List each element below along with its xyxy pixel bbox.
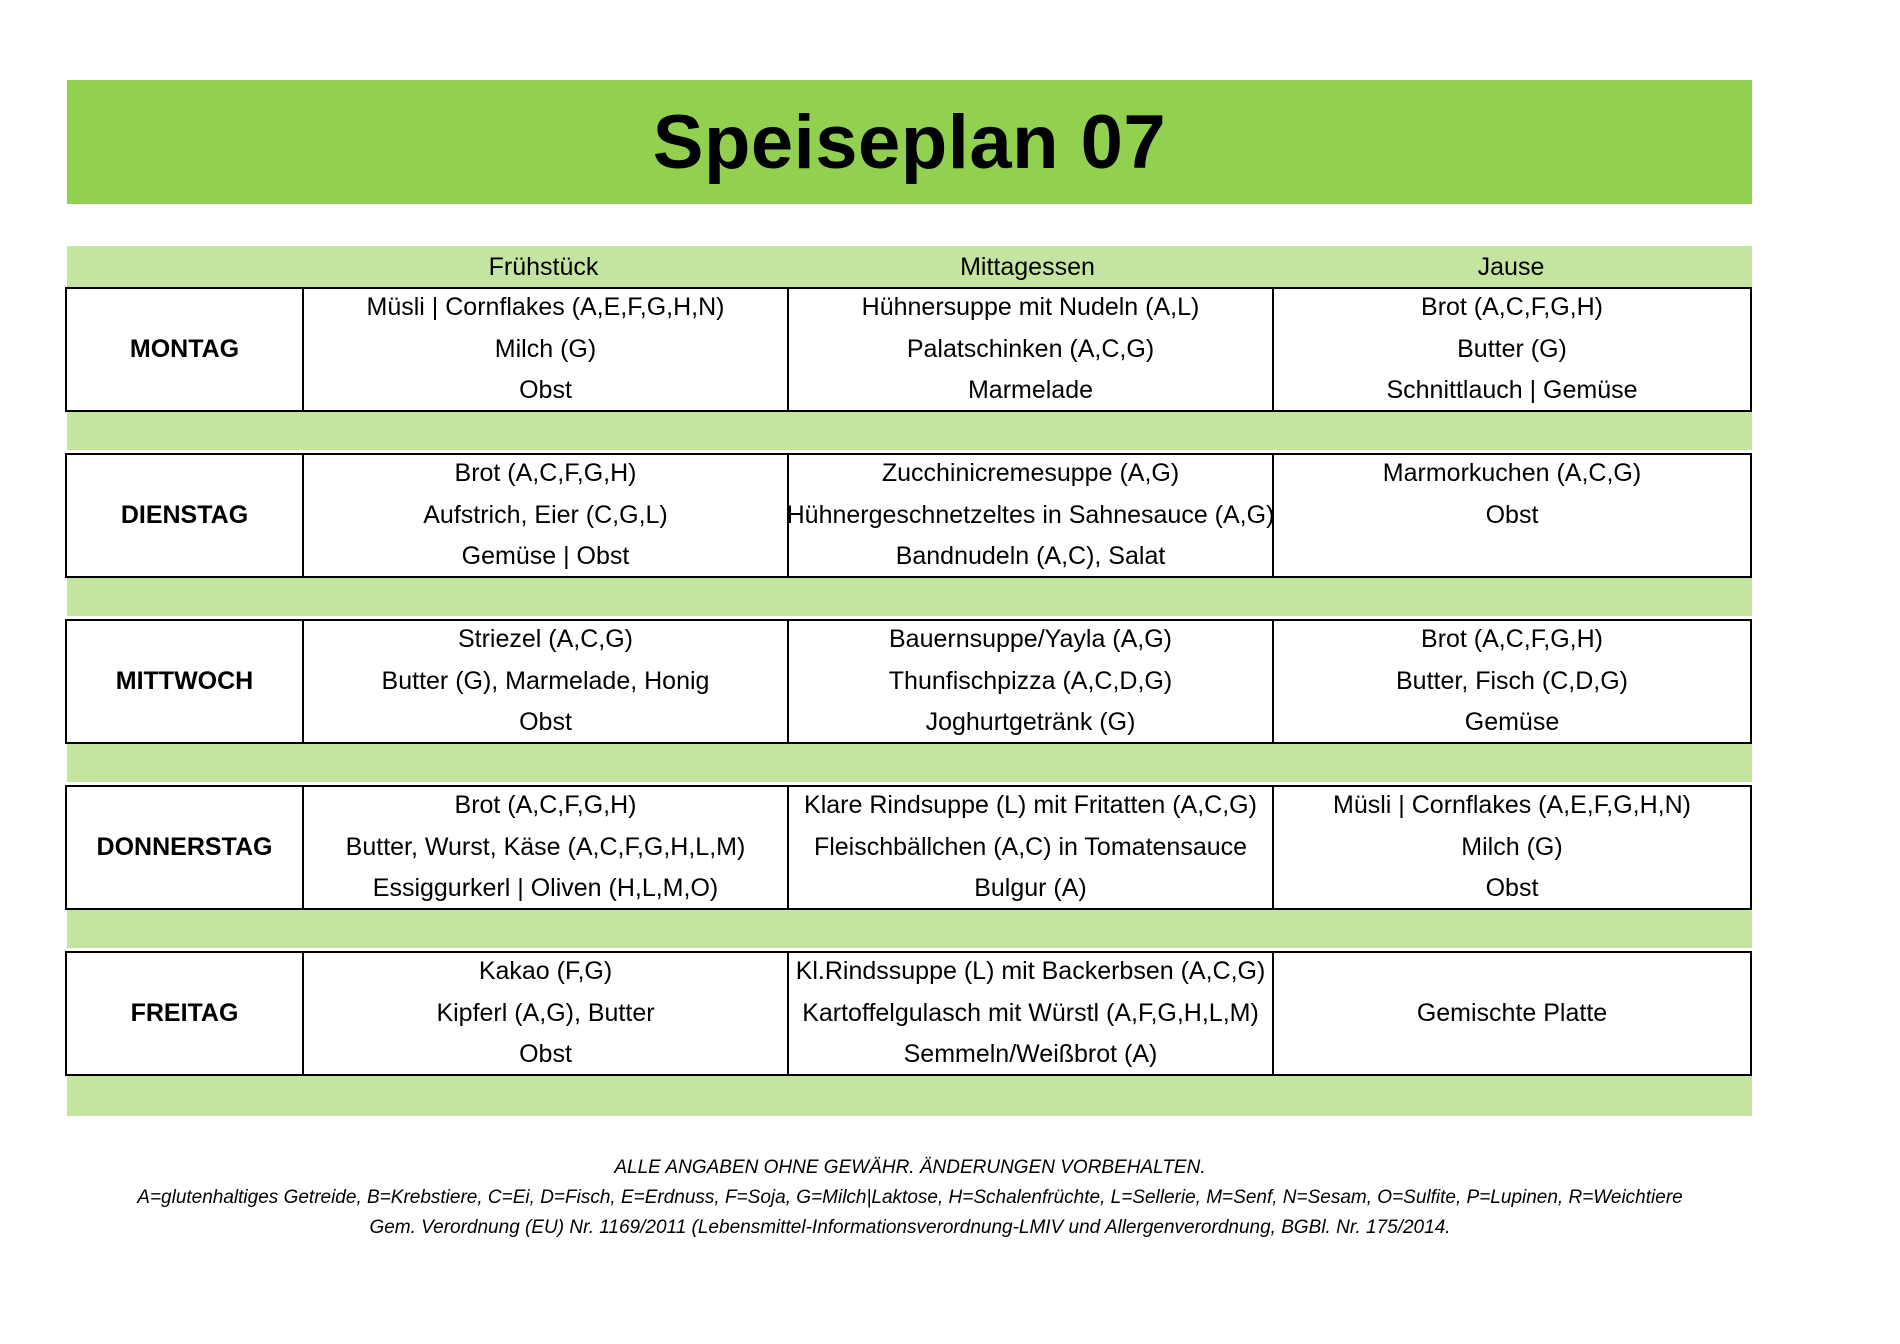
- mittagessen-cell: [789, 787, 1274, 908]
- separator-strip: [67, 412, 1752, 450]
- meal-line: Joghurtgetränk (G): [925, 708, 1136, 737]
- meal-line: Hühnergeschnetzeltes in Sahnesauce (A,G): [786, 500, 1275, 529]
- meal-line: Brot (A,C,F,G,H): [454, 459, 637, 488]
- meal-line: Klare Rindsuppe (L) mit Fritatten (A,C,G): [804, 791, 1257, 820]
- meal-line: Kl.Rindssuppe (L) mit Backerbsen (A,C,G): [795, 957, 1266, 986]
- jause-cell: [1274, 289, 1750, 410]
- day-block-montag: [65, 287, 1752, 412]
- separator-strip: [67, 744, 1752, 782]
- meal-line: Marmelade: [967, 376, 1094, 405]
- day-block-dienstag: [65, 453, 1752, 578]
- meal-line: Marmorkuchen (A,C,G): [1382, 459, 1642, 488]
- meal-line: Obst: [519, 376, 572, 405]
- meal-line: Butter, Wurst, Käse (A,C,F,G,H,L,M): [345, 832, 746, 861]
- day-label: MONTAG: [67, 289, 304, 410]
- mittagessen-cell: [786, 455, 1275, 576]
- meal-line: Striezel (A,C,G): [457, 625, 634, 654]
- day-block-mittwoch: [65, 619, 1752, 744]
- day-block-donnerstag: [65, 785, 1752, 910]
- jause-cell: [1274, 787, 1750, 908]
- meal-line: Butter (G): [1457, 334, 1567, 363]
- column-header-fruehstueck: Frühstück: [488, 253, 599, 281]
- column-header-row: [67, 246, 1752, 288]
- mittagessen-cell: [789, 621, 1274, 742]
- meal-line: Kartoffelgulasch mit Würstl (A,F,G,H,L,M): [802, 998, 1259, 1027]
- page-title: Speiseplan 07: [652, 99, 1167, 185]
- meal-line: Butter (G), Marmelade, Honig: [381, 666, 710, 695]
- meal-line: [1509, 951, 1516, 993]
- day-block-freitag: [65, 951, 1752, 1076]
- meal-line: Obst: [1485, 874, 1539, 903]
- meal-line: Milch (G): [1461, 832, 1563, 861]
- meal-line: [1509, 536, 1516, 578]
- separator-strip: [67, 1076, 1752, 1116]
- meal-line: Obst: [519, 708, 572, 737]
- meal-line: Brot (A,C,F,G,H): [1421, 293, 1603, 322]
- jause-cell: [1274, 455, 1750, 576]
- meal-line: Obst: [1485, 500, 1539, 529]
- meal-line: Bandnudeln (A,C), Salat: [895, 542, 1166, 571]
- meal-line: Milch (G): [494, 334, 597, 363]
- meal-line: Thunfischpizza (A,C,D,G): [888, 666, 1173, 695]
- meal-line: Fleischbällchen (A,C) in Tomatensauce: [813, 832, 1248, 861]
- meal-line: Gemüse: [1464, 708, 1560, 737]
- fruehstueck-cell: [304, 787, 789, 908]
- meal-line: Palatschinken (A,C,G): [906, 334, 1155, 363]
- title-bar: [67, 80, 1752, 204]
- meal-line: Essiggurkerl | Oliven (H,L,M,O): [372, 874, 719, 903]
- meal-line: Kakao (F,G): [478, 957, 613, 986]
- meal-line: Kipferl (A,G), Butter: [436, 998, 655, 1027]
- day-label: MITTWOCH: [67, 621, 304, 742]
- meal-line: Müsli | Cornflakes (A,E,F,G,H,N): [366, 293, 725, 322]
- meal-line: Butter, Fisch (C,D,G): [1396, 666, 1628, 695]
- meal-line: Brot (A,C,F,G,H): [454, 791, 637, 820]
- jause-cell: [1274, 621, 1750, 742]
- meal-line: Hühnersuppe mit Nudeln (A,L): [861, 293, 1200, 322]
- fruehstueck-cell: [304, 953, 789, 1074]
- meal-line: Bauernsuppe/Yayla (A,G): [888, 625, 1173, 654]
- fruehstueck-cell: [304, 289, 789, 410]
- separator-strip: [67, 578, 1752, 616]
- day-label: DIENSTAG: [67, 455, 304, 576]
- meal-line: Müsli | Cornflakes (A,E,F,G,H,N): [1333, 791, 1691, 820]
- day-label: DONNERSTAG: [67, 787, 304, 908]
- day-label: FREITAG: [67, 953, 304, 1074]
- meal-line: Obst: [519, 1040, 572, 1069]
- meal-line: Zucchinicremesuppe (A,G): [881, 459, 1180, 488]
- mittagessen-cell: [789, 289, 1274, 410]
- meal-line: Bulgur (A): [974, 874, 1087, 903]
- fruehstueck-cell: [304, 621, 789, 742]
- meal-line: Semmeln/Weißbrot (A): [903, 1040, 1158, 1069]
- meal-line: Aufstrich, Eier (C,G,L): [423, 500, 668, 529]
- separator-strip: [67, 910, 1752, 948]
- mittagessen-cell: [789, 953, 1274, 1074]
- allergen-legend: A=glutenhaltiges Getreide, B=Krebstiere, C=Ei, D=Fisch, E=Erdnuss, F=Soja, G=Milch|Laktose, H=Schalenfrüchte, L=Sellerie, M=Senf, N=Sesam, O=Sulfite, P=Lupinen, R=Weichtiere: [137, 1187, 1683, 1208]
- disclaimer-text: ALLE ANGABEN OHNE GEWÄHR. ÄNDERUNGEN VORBEHALTEN.: [614, 1157, 1206, 1178]
- meal-line: [1509, 1034, 1516, 1076]
- meal-line: Brot (A,C,F,G,H): [1421, 625, 1603, 654]
- meal-line: Schnittlauch | Gemüse: [1386, 376, 1638, 405]
- meal-line: Gemischte Platte: [1416, 998, 1608, 1027]
- fruehstueck-cell: [304, 455, 789, 576]
- column-header-jause: Jause: [1477, 253, 1545, 281]
- meal-line: Gemüse | Obst: [461, 542, 630, 571]
- column-header-mittagessen: Mittagessen: [960, 253, 1095, 281]
- jause-cell: [1274, 953, 1750, 1074]
- regulation-note: Gem. Verordnung (EU) Nr. 1169/2011 (Lebensmittel-Informationsverordnung-LMIV und Allergenverordnung, BGBl. Nr. 175/2014.: [369, 1217, 1451, 1238]
